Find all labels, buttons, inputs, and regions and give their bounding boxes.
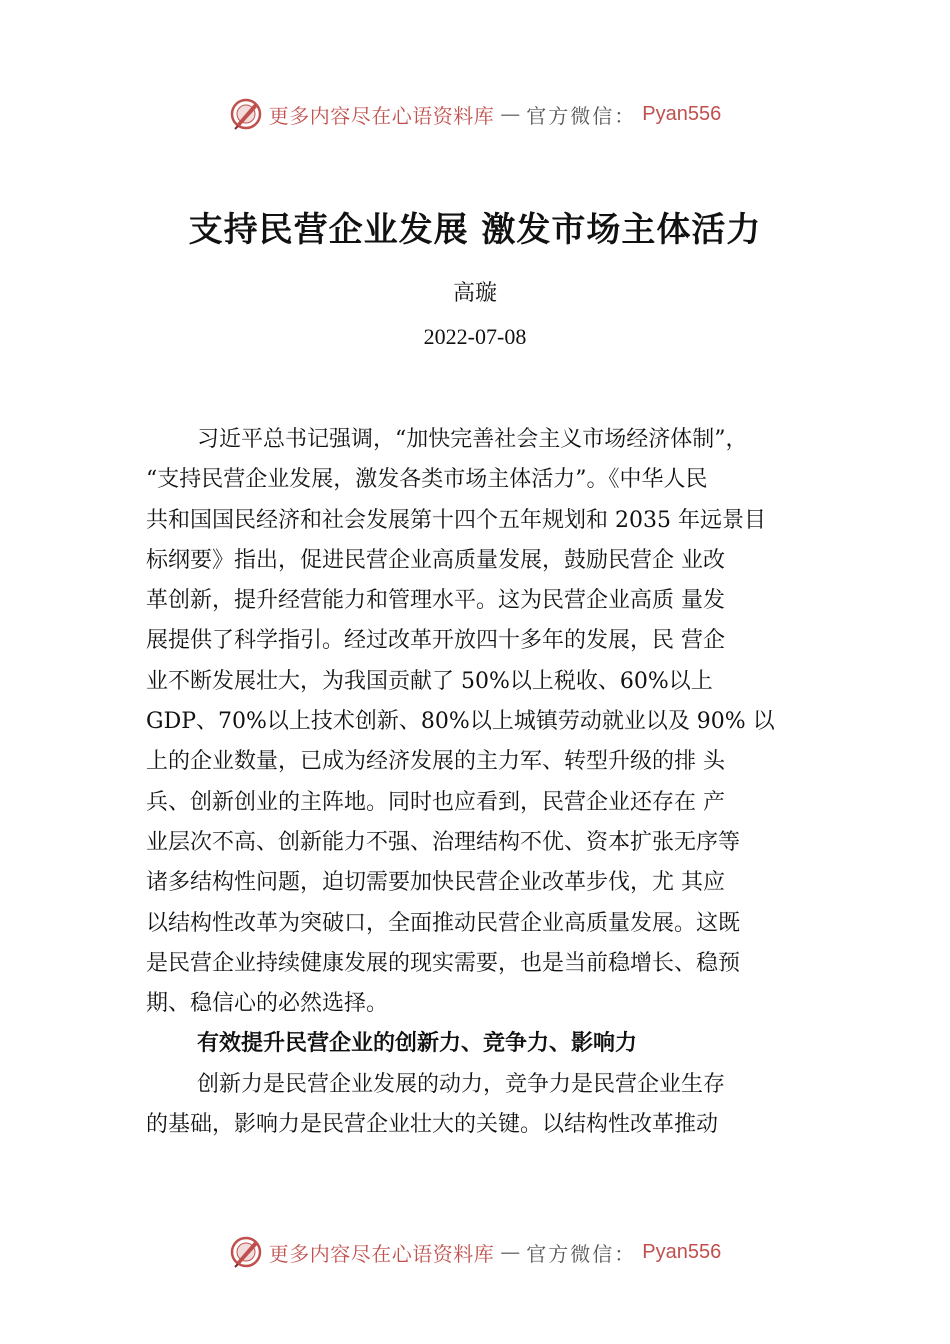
banner-library-text: 更多内容尽在心语资料库 <box>268 103 495 128</box>
banner-wechat-label: 官方微信： <box>526 103 637 128</box>
body-line: 上的企业数量，已成为经济发展的主力军、转型升级的排 头 <box>146 749 725 775</box>
article-title: 支持民营企业发展 激发市场主体活力 <box>188 210 762 250</box>
body-line: 业层次不高、创新能力不强、治理结构不优、资本扩张无序等 <box>146 829 741 855</box>
body-line: 期、稳信心的必然选择。 <box>146 991 389 1017</box>
body-line: 以结构性改革为突破口，全面推动民营企业高质量发展。这既 <box>146 910 741 936</box>
footer-banner <box>0 1232 950 1272</box>
body-line: 兵、创新创业的主阵地。同时也应看到，民营企业还存在 产 <box>146 789 725 815</box>
article-author: 高璇 <box>452 281 497 306</box>
body-line: 是民营企业持续健康发展的现实需要，也是当前稳增长、稳预 <box>146 950 741 976</box>
banner-separator: — <box>500 102 521 126</box>
banner-separator: — <box>500 1240 521 1264</box>
body-line: 诸多结构性问题，迫切需要加快民营企业改革步伐，尤 其应 <box>146 870 725 896</box>
article-body <box>146 420 816 1145</box>
banner-library-text: 更多内容尽在心语资料库 <box>268 1241 495 1266</box>
body-line: 革创新，提升经营能力和管理水平。这为民营企业高质 量发 <box>146 588 725 614</box>
body-line: 习近平总书记强调，“加快完善社会主义市场经济体制”， <box>197 427 748 452</box>
body-line: “支持民营企业发展，激发各类市场主体活力”。《中华人民 <box>146 467 708 493</box>
body-line: 创新力是民营企业发展的动力，竞争力是民营企业生存 <box>197 1071 726 1097</box>
banner-wechat-id: Pyan556 <box>642 1240 722 1263</box>
body-line: 共和国国民经济和社会发展第十四个五年规划和 2035 年远景目 <box>146 507 766 533</box>
banner-wechat-id: Pyan556 <box>642 102 722 125</box>
article-date: 2022-07-08 <box>423 324 527 349</box>
body-line: 业不断发展壮大，为我国贡献了 50%以上税收、60%以上 <box>146 668 713 694</box>
quill-pen-logo-icon <box>229 1235 263 1269</box>
header-banner <box>0 94 950 134</box>
body-line: 标纲要》指出，促进民营企业高质量发展，鼓励民营企 业改 <box>146 547 725 573</box>
body-line: GDP、70%以上技术创新、80%以上城镇劳动就业以及 90% 以 <box>146 709 775 735</box>
banner-wechat-label: 官方微信： <box>526 1241 637 1266</box>
body-line: 展提供了科学指引。经过改革开放四十多年的发展，民 营企 <box>146 628 725 654</box>
section-heading: 有效提升民营企业的创新力、竞争力、影响力 <box>197 1031 638 1057</box>
quill-pen-logo-icon <box>229 97 263 131</box>
body-line: 的基础，影响力是民营企业壮大的关键。以结构性改革推动 <box>146 1112 719 1138</box>
